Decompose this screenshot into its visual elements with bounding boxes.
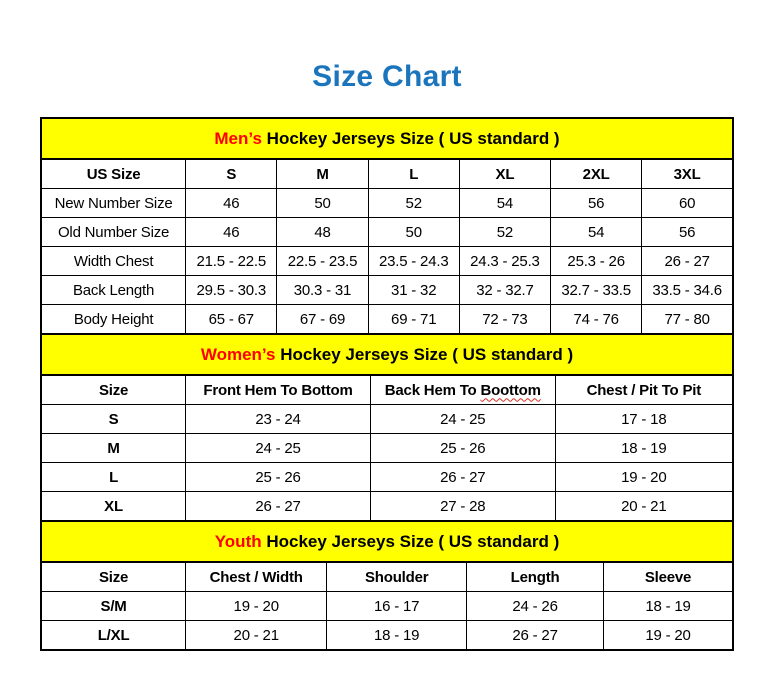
- men-size-cell: 31 - 32: [368, 276, 459, 305]
- table-row: [41, 305, 733, 335]
- women-header-row: [41, 375, 733, 405]
- women-row-label: M: [41, 434, 186, 463]
- youth-size-cell: 18 - 19: [327, 621, 467, 651]
- men-row-label: Old Number Size: [41, 218, 186, 247]
- men-size-cell: 52: [459, 218, 550, 247]
- women-banner-row: [41, 334, 733, 375]
- men-row-label: New Number Size: [41, 189, 186, 218]
- youth-size-cell: 19 - 20: [604, 621, 733, 651]
- women-size-cell: 24 - 25: [186, 434, 371, 463]
- men-size-table: [40, 117, 734, 335]
- youth-section-banner: [41, 521, 733, 562]
- women-size-cell: 18 - 19: [555, 434, 733, 463]
- women-size-cell: 23 - 24: [186, 405, 371, 434]
- youth-header-row: [41, 562, 733, 592]
- women-size-cell: 26 - 27: [370, 463, 555, 492]
- men-size-cell: 50: [277, 189, 368, 218]
- men-size-cell: 29.5 - 30.3: [186, 276, 277, 305]
- youth-banner-row: [41, 521, 733, 562]
- women-row-label: S: [41, 405, 186, 434]
- women-col-header-front-hem: Front Hem To Bottom: [186, 375, 371, 405]
- men-size-cell: 46: [186, 218, 277, 247]
- men-size-cell: 67 - 69: [277, 305, 368, 335]
- men-section-banner: [41, 118, 733, 159]
- men-banner-highlight: Men’s: [214, 128, 262, 148]
- women-size-cell: 26 - 27: [186, 492, 371, 522]
- women-row-label: XL: [41, 492, 186, 522]
- men-size-cell: 74 - 76: [551, 305, 642, 335]
- women-size-cell: 19 - 20: [555, 463, 733, 492]
- page-title: Size Chart: [312, 60, 462, 93]
- women-back-hem-misspelled-word: Boottom: [480, 381, 541, 399]
- men-size-cell: 52: [368, 189, 459, 218]
- men-size-cell: 54: [459, 189, 550, 218]
- youth-col-header-size: Size: [41, 562, 186, 592]
- men-banner-row: [41, 118, 733, 159]
- youth-col-header-chest-width: Chest / Width: [186, 562, 327, 592]
- women-row-label: L: [41, 463, 186, 492]
- women-banner-highlight: Women’s: [200, 344, 276, 364]
- men-size-cell: 54: [551, 218, 642, 247]
- men-col-header-xl: XL: [459, 159, 550, 189]
- women-size-cell: 17 - 18: [555, 405, 733, 434]
- women-size-cell: 25 - 26: [186, 463, 371, 492]
- youth-size-cell: 16 - 17: [327, 592, 467, 621]
- table-row: [41, 463, 733, 492]
- men-size-cell: 48: [277, 218, 368, 247]
- table-row: [41, 405, 733, 434]
- youth-size-table: [40, 520, 734, 651]
- women-col-header-chest: Chest / Pit To Pit: [555, 375, 733, 405]
- youth-banner-text: Hockey Jerseys Size ( US standard ): [266, 531, 560, 551]
- table-row: [41, 247, 733, 276]
- men-col-header-l: L: [368, 159, 459, 189]
- women-size-cell: 24 - 25: [370, 405, 555, 434]
- youth-banner-highlight: Youth: [214, 531, 262, 551]
- men-size-cell: 26 - 27: [642, 247, 733, 276]
- women-size-cell: 25 - 26: [370, 434, 555, 463]
- men-size-cell: 60: [642, 189, 733, 218]
- youth-row-label: S/M: [41, 592, 186, 621]
- table-row: [41, 218, 733, 247]
- men-size-cell: 56: [551, 189, 642, 218]
- men-size-cell: 33.5 - 34.6: [642, 276, 733, 305]
- men-size-cell: 56: [642, 218, 733, 247]
- men-size-cell: 24.3 - 25.3: [459, 247, 550, 276]
- men-size-cell: 77 - 80: [642, 305, 733, 335]
- men-header-row: [41, 159, 733, 189]
- men-col-header-m: M: [277, 159, 368, 189]
- table-row: [41, 492, 733, 522]
- men-size-cell: 46: [186, 189, 277, 218]
- youth-size-cell: 24 - 26: [467, 592, 604, 621]
- women-col-header-back-hem: [370, 375, 555, 405]
- men-size-cell: 72 - 73: [459, 305, 550, 335]
- table-row: [41, 434, 733, 463]
- youth-col-header-length: Length: [467, 562, 604, 592]
- youth-row-label: L/XL: [41, 621, 186, 651]
- men-size-cell: 32 - 32.7: [459, 276, 550, 305]
- women-size-table: [40, 333, 734, 522]
- men-col-header-us-size: US Size: [41, 159, 186, 189]
- men-size-cell: 25.3 - 26: [551, 247, 642, 276]
- men-size-cell: 30.3 - 31: [277, 276, 368, 305]
- men-row-label: Width Chest: [41, 247, 186, 276]
- women-size-cell: 27 - 28: [370, 492, 555, 522]
- men-col-header-s: S: [186, 159, 277, 189]
- table-row: [41, 621, 733, 651]
- men-size-cell: 22.5 - 23.5: [277, 247, 368, 276]
- youth-col-header-sleeve: Sleeve: [604, 562, 733, 592]
- men-row-label: Back Length: [41, 276, 186, 305]
- table-row: [41, 592, 733, 621]
- men-row-label: Body Height: [41, 305, 186, 335]
- youth-col-header-shoulder: Shoulder: [327, 562, 467, 592]
- table-row: [41, 189, 733, 218]
- youth-size-cell: 20 - 21: [186, 621, 327, 651]
- men-size-cell: 65 - 67: [186, 305, 277, 335]
- women-section-banner: [41, 334, 733, 375]
- men-size-cell: 69 - 71: [368, 305, 459, 335]
- youth-size-cell: 18 - 19: [604, 592, 733, 621]
- women-col-header-size: Size: [41, 375, 186, 405]
- men-size-cell: 23.5 - 24.3: [368, 247, 459, 276]
- women-size-cell: 20 - 21: [555, 492, 733, 522]
- youth-size-cell: 19 - 20: [186, 592, 327, 621]
- men-col-header-2xl: 2XL: [551, 159, 642, 189]
- men-size-cell: 21.5 - 22.5: [186, 247, 277, 276]
- youth-size-cell: 26 - 27: [467, 621, 604, 651]
- table-row: [41, 276, 733, 305]
- men-size-cell: 32.7 - 33.5: [551, 276, 642, 305]
- men-size-cell: 50: [368, 218, 459, 247]
- men-col-header-3xl: 3XL: [642, 159, 733, 189]
- men-banner-text: Hockey Jerseys Size ( US standard ): [266, 128, 560, 148]
- women-banner-text: Hockey Jerseys Size ( US standard ): [280, 344, 574, 364]
- women-back-hem-label: Back Hem To: [384, 381, 477, 399]
